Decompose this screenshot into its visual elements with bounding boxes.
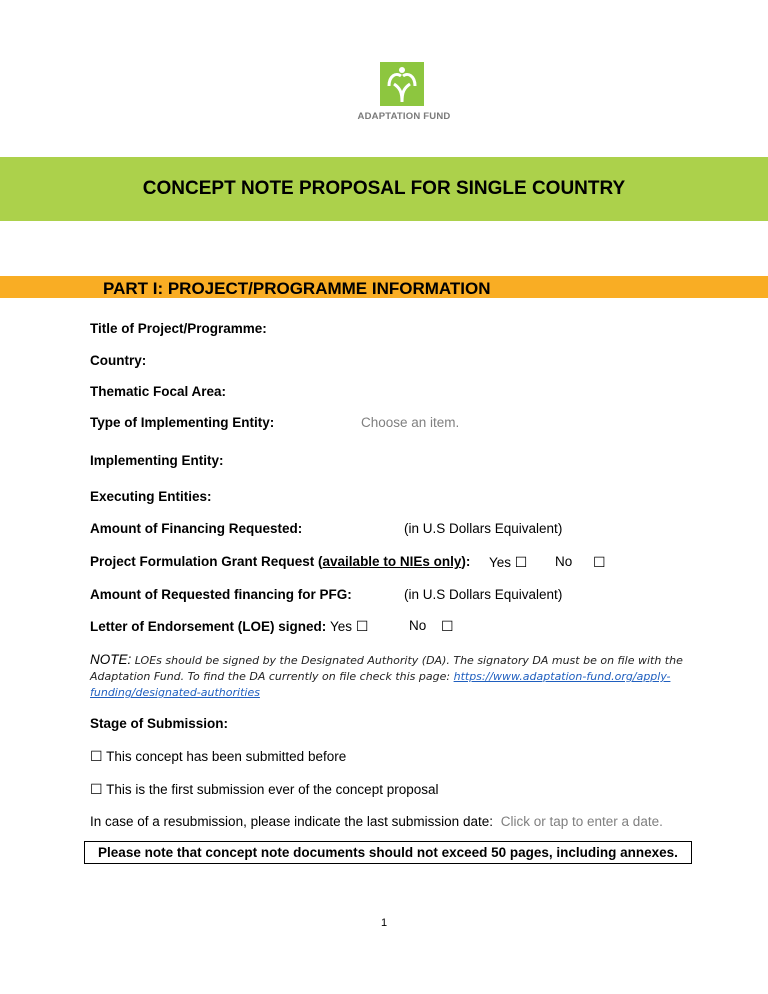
entity-type-dropdown[interactable]: Choose an item. <box>361 415 460 430</box>
pfg-amount-label: Amount of Requested financing for PFG: <box>90 587 352 602</box>
stage-of-submission-heading: Stage of Submission: <box>90 716 229 731</box>
submission-date-picker[interactable]: Click or tap to enter a date. <box>500 814 663 829</box>
loe-note <box>90 652 690 701</box>
pfg-request-label <box>90 554 470 569</box>
adaptation-fund-logo-icon <box>380 62 424 106</box>
resubmission-label: In case of a resubmission, please indicate the last submission date: <box>90 814 493 829</box>
pfg-yes-checkbox[interactable]: ☐ <box>514 554 528 570</box>
pfg-request-text: Project Formulation Grant Request ( <box>90 554 323 569</box>
loe-no-checkbox[interactable]: ☐ <box>441 618 454 634</box>
type-of-implementing-entity-label: Type of Implementing Entity: <box>90 415 275 430</box>
pfg-request-close: ): <box>461 554 471 569</box>
submitted-before-option <box>90 748 346 765</box>
page-number: 1 <box>380 917 388 929</box>
loe-yes-checkbox[interactable]: ☐ <box>355 618 369 634</box>
pfg-yes-label: Yes <box>489 555 512 570</box>
first-submission-option <box>90 781 438 798</box>
resubmission-line <box>90 814 663 829</box>
country-label: Country: <box>90 353 147 368</box>
first-submission-checkbox[interactable]: ☐ <box>90 781 103 797</box>
note-text: LOEs should be signed by the Designated Authority (DA). The signatory DA must be on file with the Adaptation Fund. To find the DA currently on file check this page: <box>90 654 683 683</box>
pfg-no-checkbox[interactable]: ☐ <box>593 554 606 570</box>
loe-yes-label: Yes <box>330 619 353 634</box>
first-submission-label: This is the first submission ever of the concept proposal <box>106 782 439 797</box>
submitted-before-label: This concept has been submitted before <box>106 749 347 764</box>
logo-text: ADAPTATION FUND <box>357 111 451 122</box>
loe-no-label: No <box>409 618 427 633</box>
executing-entities-label: Executing Entities: <box>90 489 212 504</box>
loe-label <box>90 618 368 635</box>
amount-currency-note: (in U.S Dollars Equivalent) <box>404 521 563 536</box>
part-heading: PART I: PROJECT/PROGRAMME INFORMATION <box>103 279 491 298</box>
document-title: CONCEPT NOTE PROPOSAL FOR SINGLE COUNTRY <box>142 178 626 199</box>
page-limit-notice: Please note that concept note documents should not exceed 50 pages, including annexes. <box>84 841 692 864</box>
pfg-amount-currency-note: (in U.S Dollars Equivalent) <box>404 587 563 602</box>
pfg-yes-option <box>489 554 527 571</box>
pfg-nie-only-text: available to NIEs only <box>322 554 462 569</box>
implementing-entity-label: Implementing Entity: <box>90 453 224 468</box>
submitted-before-checkbox[interactable]: ☐ <box>90 748 103 764</box>
thematic-focal-area-label: Thematic Focal Area: <box>90 384 227 399</box>
title-of-project-label: Title of Project/Programme: <box>90 321 267 336</box>
amount-of-financing-label: Amount of Financing Requested: <box>90 521 303 536</box>
pfg-no-label: No <box>555 554 573 569</box>
note-head: NOTE: <box>90 652 132 667</box>
loe-label-text: Letter of Endorsement (LOE) signed: <box>90 619 327 634</box>
designated-authorities-link[interactable]: https://www.adaptation-fund.org/apply-funding/designated-authorities <box>90 670 671 699</box>
